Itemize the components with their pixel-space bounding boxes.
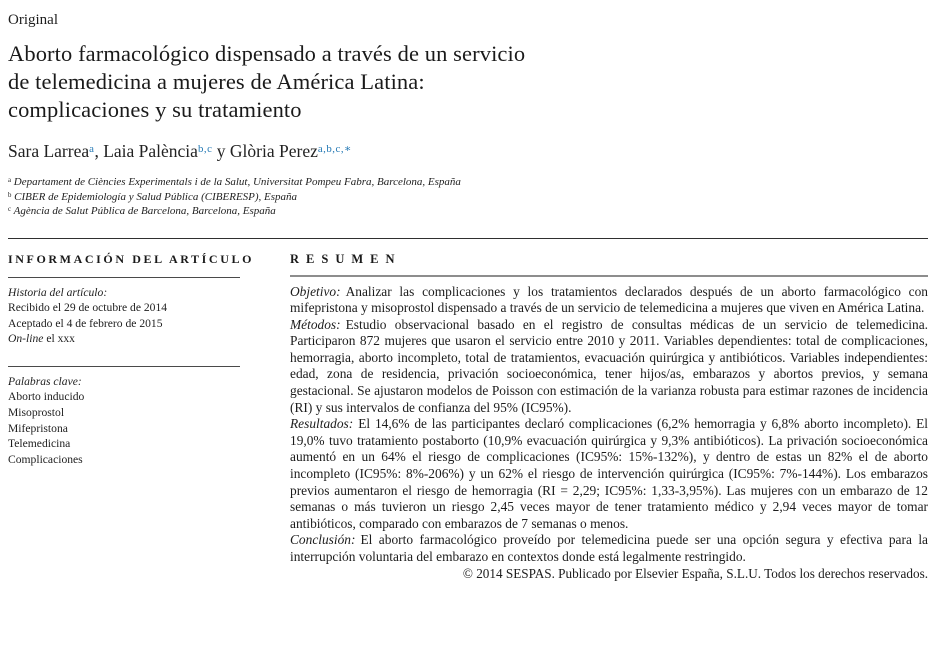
article-info-heading: INFORMACIÓN DEL ARTÍCULO xyxy=(8,251,254,266)
header-divider-rule xyxy=(8,238,928,239)
abstract-body xyxy=(290,284,928,566)
online-label: On-line xyxy=(8,332,44,346)
affiliation-line: $^a$ Departament de Ciències Experimentals i de la Salut, Universitat Pompeu Fabra, Barcelona, España xyxy=(8,176,461,188)
affiliation-line: $^b$ CIBER de Epidemiología y Salud Pública (CIBERESP), España xyxy=(8,190,298,203)
section-text: Analizar las complicaciones y los tratamientos declarados después de un aborto farmacológico con mifepristona y misoprostol dispensado a través de un servicio de telemedicina a mujeres que viven en América Latina. xyxy=(290,283,928,316)
keyword-item: Misoprostol xyxy=(8,406,65,420)
abstract-section-resultados xyxy=(290,416,928,532)
abstract-section-metodos xyxy=(290,317,928,417)
section-text: El aborto farmacológico proveído por telemedicina puede ser una opción segura y efectiva para la interrupción voluntaria del embarazo en contextos donde está legalmente restringido. xyxy=(290,532,928,564)
section-label: Resultados: xyxy=(290,416,354,432)
keyword-item: Mifepristona xyxy=(8,421,68,435)
abstract-heading: RESUMEN xyxy=(290,251,402,266)
history-online: On-line el xxx xyxy=(8,332,75,346)
author-affiliation-superscript: a,b,c,∗ xyxy=(317,143,352,156)
affiliation-line: $^c$ Agència de Salut Pública de Barcelona, Barcelona, España xyxy=(8,205,276,217)
keyword-item: Complicaciones xyxy=(8,452,83,466)
keywords-block xyxy=(8,374,240,468)
affiliation-marker: c xyxy=(8,206,12,214)
article-history-block xyxy=(8,285,240,347)
author-affiliation-superscript: b,c xyxy=(197,143,213,156)
abstract-heading-rule xyxy=(290,275,928,277)
keywords-label: Palabras clave: xyxy=(8,374,82,388)
copyright-line: © 2014 SESPAS. Publicado por Elsevier España, S.L.U. Todos los derechos reservados. xyxy=(462,565,928,581)
section-label: Objetivo: xyxy=(290,283,341,299)
author-name: Glòria Perez$^{a,b,c,∗}$ xyxy=(229,141,352,161)
two-column-body xyxy=(8,252,928,583)
author-affiliation-superscript: a xyxy=(89,143,95,156)
article-title-line-2: de telemedicina a mujeres de América Latina: xyxy=(8,69,425,94)
article-title xyxy=(8,40,928,124)
article-info-column xyxy=(8,251,254,583)
keywords-divider-rule xyxy=(8,366,240,367)
history-accepted: Aceptado el 4 de febrero de 2015 xyxy=(8,316,163,330)
affiliation-marker: b xyxy=(8,191,12,199)
section-text: Estudio observacional basado en el registro de consultas médicas de un servicio de telemedicina. Participaron 872 mujeres que usaron el servicio entre 2010 y 2011. Variables dependientes: total de complicaciones, hemorragia, aborto incompleto, total de tratamientos, evacuación quirúrgica y antibióticos. Variables independientes: edad, zona de residencia, privación socioeconómica, tener hijos/as, embarazos y abortos previos, y semana gestacional. Se ajustaron modelos de Poisson con estimación de la varianza robusta para estimar razones de incidencia (RI) y sus intervalos de confianza del 95% (IC95%). xyxy=(290,316,928,415)
history-received: Recibido el 29 de octubre de 2014 xyxy=(8,301,168,315)
article-title-line-3: complicaciones y su tratamiento xyxy=(8,97,302,122)
affiliation-list xyxy=(8,175,928,219)
article-title-line-1: Aborto farmacológico dispensado a través de un servicio xyxy=(8,41,526,66)
abstract-section-objetivo xyxy=(290,284,928,317)
article-info-heading-rule xyxy=(8,277,240,278)
keyword-item: Aborto inducido xyxy=(8,390,85,404)
affiliation-marker: a xyxy=(8,177,12,185)
author-separator: , xyxy=(94,141,104,161)
section-text: El 14,6% de las participantes declaró complicaciones (6,2% hemorragia y 6,8% aborto incompleto). El 19,0% tuvo tratamiento postaborto (10,9% evacuación quirúrgica y 9,3% antibióticos). La privación socioeconómica aumentó en un 64% el riesgo de complicaciones (IC95%: 15%-132%), y dentro de estas un 82% el de aborto incompleto (IC95%: 8%-206%) y un 62% el riesgo de intervención quirúrgica (IC95%: 7%-144%). Los embarazos previos aumentaron el riesgo de hemorragia (RI = 2,29; IC95%: 1,33-3,95%). Las mujeres con un embarazo de 12 semanas o más tuvieron un riesgo 2,45 veces mayor de tener tratamiento médico y 2,94 veces mayor de tomar antibióticos, comparado con embarazos de 7 semanas o menos. xyxy=(290,416,928,531)
section-label: Conclusión: xyxy=(290,532,356,548)
keyword-item: Telemedicina xyxy=(8,437,71,451)
article-type-label: Original xyxy=(8,12,58,28)
author-separator: y xyxy=(212,141,230,161)
author-list xyxy=(8,141,928,162)
abstract-section-conclusion xyxy=(290,532,928,565)
author-name: Laia Palència$^{b,c}$ y xyxy=(103,141,230,161)
article-history-label: Historia del artículo: xyxy=(8,285,108,299)
section-label: Métodos: xyxy=(290,316,341,332)
abstract-column xyxy=(290,252,928,583)
author-name: Sara Larrea$^a$, xyxy=(8,141,104,161)
